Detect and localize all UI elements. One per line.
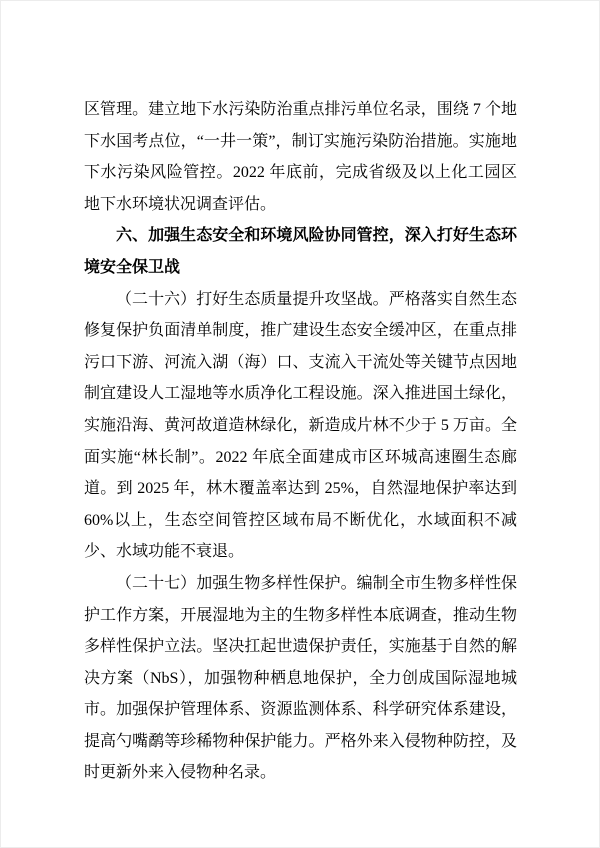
paragraph-item-26: （二十六）打好生态质量提升攻坚战。严格落实自然生态修复保护负面清单制度，推广建设生态安全缓冲区，在重点排污口下游、河流入湖（海）口、支流入干流处等关键节点因地制宜建设人工湿地等水质净化工程设施。深入推进国土绿化，实施沿海、黄河故道造林绿化，新造成片林不少于 5 万亩。全面实施“林长制”。2022 年底全面建成市区环城高速圈生态廊道。到 2025 年，林木覆盖率达到 25%，自然湿地保护率达到 60%以上，生态空间管控区域布局不断优化，水域面积不减少、水域功能不衰退。 <box>84 290 517 561</box>
paragraph-item-27: （二十七）加强生物多样性保护。编制全市生物多样性保护工作方案，开展湿地为主的生物多样性本底调查，推动生物多样性保护立法。坚决扛起世遗保护责任，实施基于自然的解决方案（NbS），加强物种栖息地保护，全力创成国际湿地城市。加强保护管理体系、资源监测体系、科学研究体系建设，提高勺嘴鹬等珍稀物种保护能力。严格外来入侵物种防控，及时更新外来入侵物种名录。 <box>84 574 517 782</box>
document-content <box>84 94 517 789</box>
section-heading: 六、加强生态安全和环境风险协同管控，深入打好生态环境安全保卫战 <box>84 227 517 276</box>
paragraph-continuation: 区管理。建立地下水污染防治重点排污单位名录，围绕 7 个地下水国考点位，“一井一策”，制订实施污染防治措施。实施地下水污染风险管控。2022 年底前，完成省级及以上化工园区地下水环境状况调查评估。 <box>84 101 517 213</box>
